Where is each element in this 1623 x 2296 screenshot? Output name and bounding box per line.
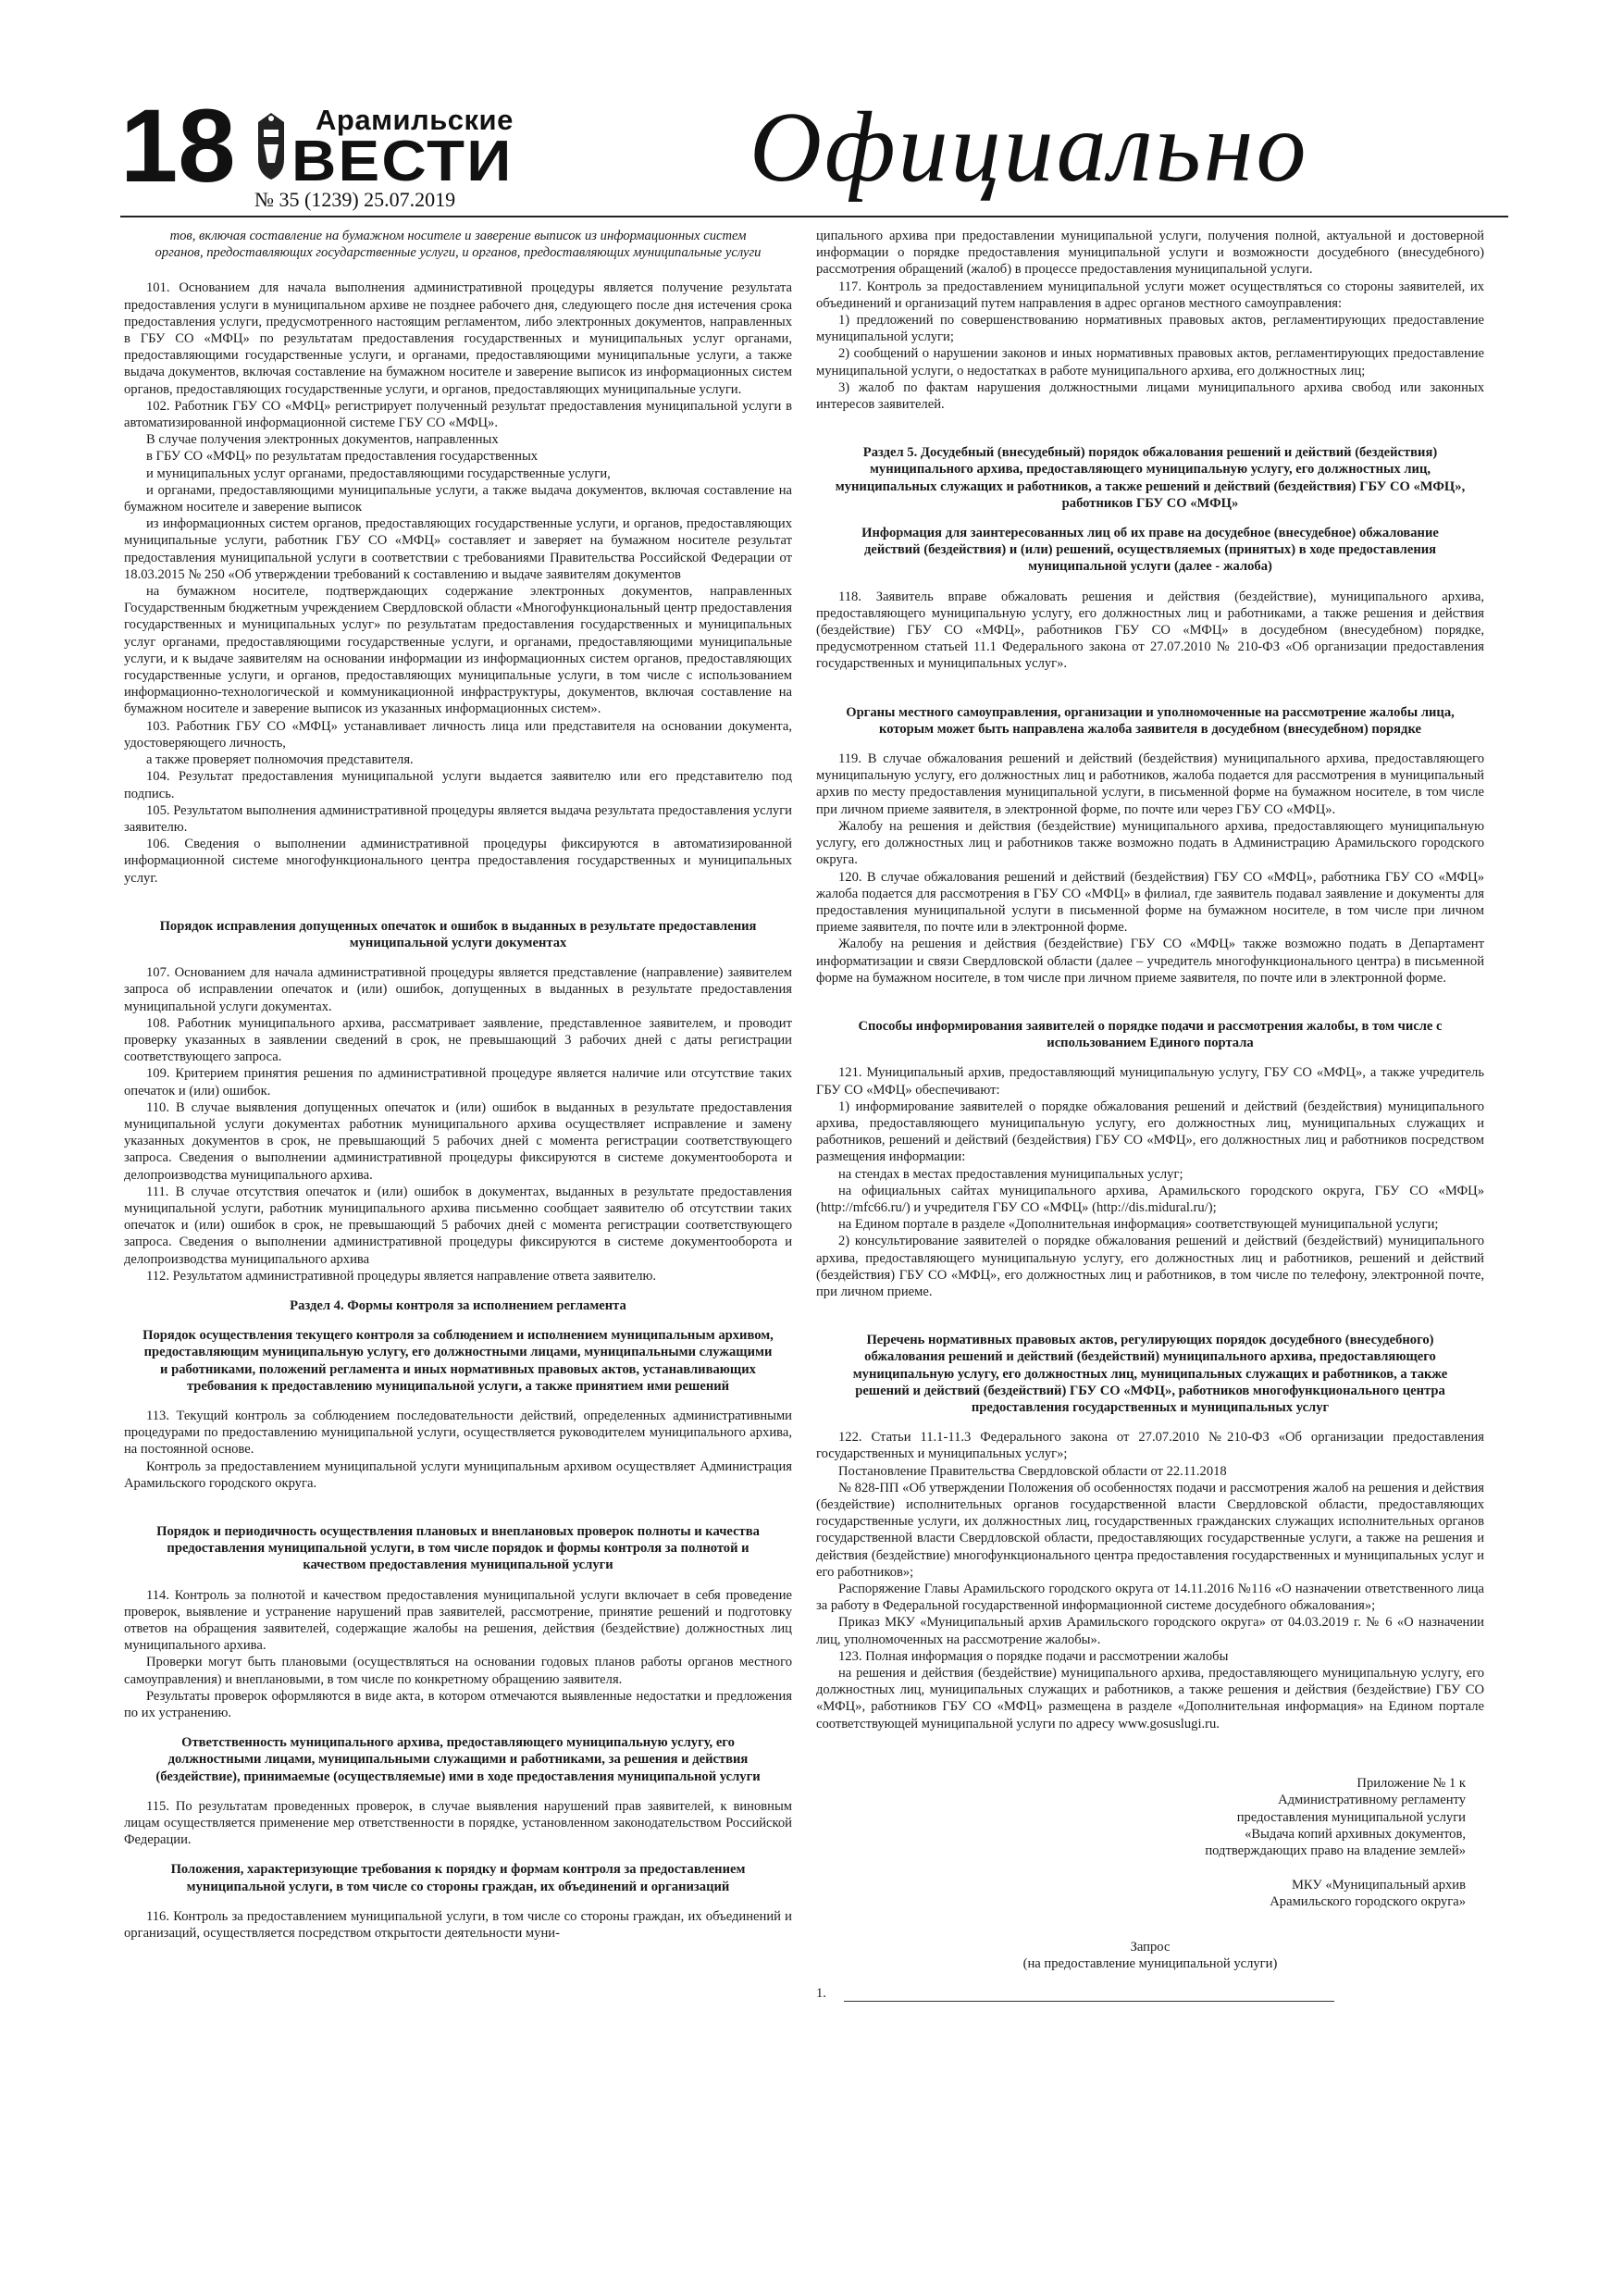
paragraph-122d: Распоряжение Главы Арамильского городского округа от 14.11.2016 №116 «О назначении ответственного лица за работу в Федеральной государственной информационной системе досудебного обжалования»; bbox=[816, 1582, 1484, 1614]
paragraph-120b: Жалобу на решения и действия (бездействие) ГБУ СО «МФЦ» также возможно подать в Департамент информатизации и связи Свердловской области (далее – учредитель многофункционального центра) в письменной форме на бумажном носителе, в том числе при личном приеме заявителя, по почте или в электронной форме. bbox=[816, 937, 1484, 986]
paragraph-103b: а также проверяет полномочия представителя. bbox=[146, 752, 414, 768]
paragraph-122c: № 828-ПП «Об утверждении Положения об особенностях подачи и рассмотрения жалоб на решения и действия (бездействие) исполнительных органов государственной власти Свердловской области, предоставляющих государственные услуги, их должностных лиц, государственных гражданских служащих исполнительных органов государственной власти Свердловской области, предоставляющих государственные услуги, а также на решения и действия (бездействие) многофункционального центра предоставления государственных и муниципальных услуг и его работников»; bbox=[816, 1480, 1484, 1580]
intro-continuation: ципального архива при предоставлении муниципальной услуги, получения полной, актуальной и достоверной информации о порядке предоставления муниципальной услуги и возможности досудебного (внесудебного) рассмотрения обращений (жалоб) в процессе предоставления муниципальной услуги. bbox=[816, 229, 1484, 278]
heading-errors: Порядок исправления допущенных опечаток и ошибок в выданных в результате предоставления муниципальной услуги документах bbox=[159, 918, 757, 950]
appendix-line: Административному регламенту bbox=[1278, 1793, 1466, 1808]
paragraph-117-1: 1) предложений по совершенствованию нормативных правовых актов, регламентирующих предоставление муниципальной услуги; bbox=[816, 313, 1484, 345]
heading-provisions: Положения, характеризующие требования к порядку и формам контроля за предоставлением муниципальной услуги, в том числе со стороны граждан, их объединений и организаций bbox=[170, 1862, 746, 1894]
heading-organs: Органы местного самоуправления, организации и уполномоченные на рассмотрение жалобы лица, которым может быть направлена жалоба заявителя в досудебном (внесудебном) порядке bbox=[846, 704, 1455, 737]
form-line-1 bbox=[816, 1985, 1484, 2002]
paragraph-108: 108. Работник муниципального архива, рассматривает заявление, представленное заявителем, и проводит проверку указанных в заявлении сведений в срок, не превышающий 3 рабочих дней с даты регистрации соответствующего запроса. bbox=[124, 1015, 792, 1065]
paragraph-114: 114. Контроль за полнотой и качеством предоставления муниципальной услуги включает в себя проведение проверок, выявление и устранение нарушений прав заявителей, рассмотрение, принятие решений и подготовку ответов на обращения заявителей, содержащие жалобы на решения, действия (бездействие) должностных лиц муниципального архива. bbox=[124, 1587, 792, 1654]
paragraph-111: 111. В случае отсутствия опечаток и (или) ошибок в документах, выданных в результате предоставления муниципальной услуги, работник муниципального архива письменно сообщает заявителю об отсутствии таких опечаток и (или) ошибок в срок, не превышающий 5 рабочих дней с момента регистрации соответствующего запроса. Сведения о выполнении административной процедуры фиксируются в системе документооборота и делопроизводства муниципального архива bbox=[124, 1184, 792, 1267]
masthead bbox=[120, 88, 1508, 231]
paragraph-102c: в ГБУ СО «МФЦ» по результатам предоставления государственных bbox=[146, 449, 539, 465]
section-title: Официально bbox=[750, 93, 1309, 203]
paragraph-103: 103. Работник ГБУ СО «МФЦ» устанавливает личность лица или представителя на основании документа, удостоверяющего личность, bbox=[124, 718, 792, 751]
paragraph-106: 106. Сведения о выполнении административной процедуры фиксируются в автоматизированной информационной системе многофункционального центра предоставления государственных и муниципальных услуг. bbox=[124, 837, 792, 886]
paragraph-121-1b: на официальных сайтах муниципального архива, Арамильского городского округа, ГБУ СО «МФЦ» (http://mfc66.ru/) и учредителя ГБУ СО «МФЦ» (http://dis.midural.ru/); bbox=[816, 1183, 1484, 1215]
paragraph-109: 109. Критерием принятия решения по административной процедуре является наличие или отсутствие таких опечаток и (или) ошибок. bbox=[124, 1066, 792, 1098]
paragraph-118: 118. Заявитель вправе обжаловать решения и действия (бездействие), муниципального архива, предоставляющего муниципальную услугу, его должностных лиц и работниками, а также решения и действия (бездействие) ГБУ СО «МФЦ», работников ГБУ СО «МФЦ» в досудебном (внесудебном) порядке, предусмотренном статьей 11.1 Федерального закона от 27.07.2010 № 210-ФЗ «Об организации предоставления государственных и муниципальных услуг». bbox=[816, 589, 1484, 672]
paragraph-117-2: 2) сообщений о нарушении законов и иных нормативных правовых актов, регламентирующих предоставление муниципальной услуги, о недостатках в работе муниципального архива, его должностных лиц; bbox=[816, 346, 1484, 379]
paragraph-121: 121. Муниципальный архив, предоставляющий муниципальную услугу, ГБУ СО «МФЦ», а также учредитель ГБУ СО «МФЦ» обеспечивают: bbox=[816, 1065, 1484, 1098]
paragraph-117-3: 3) жалоб по фактам нарушения должностными лицами муниципального архива свобод или законных интересов заявителей. bbox=[816, 379, 1484, 413]
paragraph-114c: Результаты проверок оформляются в виде акта, в котором отмечаются выявленные недостатки и предложения по их устранению. bbox=[124, 1688, 792, 1721]
heading-regulations-list: Перечень нормативных правовых актов, регулирующих порядок досудебного (внесудебного) обжалования решений и действий (бездействий) муниципального архива, предоставляющего муниципальную услугу, его должностных лиц, муниципальных служащих и работников, а также решений и действий (бездействий) ГБУ СО «МФЦ», работников многофункционального центра предоставления государственных и муниципальных услуг bbox=[852, 1333, 1448, 1415]
appendix-line: предоставления муниципальной услуги bbox=[1236, 1809, 1466, 1825]
appendix-block bbox=[816, 1775, 1484, 1860]
appendix-line: подтверждающих право на владение землей» bbox=[1205, 1843, 1466, 1859]
paragraph-102g: на бумажном носителе, подтверждающих содержание электронных документов, направленных Государственным бюджетным учреждением Свердловской области «Многофункциональный центр предоставления государственных и муниципальных услуг» по результатам предоставления государственных и муниципальных услуг органами, предоставляющими государственные услуги, и органами, предоставляющими муниципальные услуги, и к выдаче заявителям на основании информации из информационных систем органов, предоставляющих государственные услуги, и органов, предоставляющих муниципальные услуги, в том числе с использованием информационно-технологической и коммуникационной инфраструктуры, документов, включая составление на бумажном носителе и заверение выписок из указанных информационных систем». bbox=[124, 584, 792, 717]
paragraph-102e: и органами, предоставляющими муниципальные услуги, а также выдача документов, включая составление на бумажном носителе и заверение выписок bbox=[124, 482, 792, 515]
paragraph-112: 112. Результатом административной процедуры является направление ответа заявителю. bbox=[146, 1268, 657, 1284]
form-blank-line bbox=[844, 1988, 1334, 2002]
paragraph-102: 102. Работник ГБУ СО «МФЦ» регистрирует полученный результат предоставления муниципальной услуги в автоматизированной информационной системе ГБУ СО «МФЦ». bbox=[124, 398, 792, 431]
heading-methods: Способы информирования заявителей о порядке подачи и рассмотрения жалобы, в том числе с использованием Единого портала bbox=[858, 1018, 1443, 1051]
coat-of-arms-icon bbox=[254, 109, 288, 181]
paragraph-110: 110. В случае выявления допущенных опечаток и (или) ошибок в выданных в результате предоставления муниципальной услуги документах работник муниципального архива осуществляет исправление и замену указанных документов в срок, не превышающий 5 рабочих дней с момента регистрации соответствующего запроса. Сведения о выполнении административной процедуры фиксируются в системе документооборота и делопроизводства муниципального архива. bbox=[124, 1099, 792, 1183]
paragraph-122e: Приказ МКУ «Муниципальный архив Арамильского городского округа» от 04.03.2019 г. № 6 «О назначении лиц, уполномоченных на рассмотрение жалобы». bbox=[816, 1615, 1484, 1647]
heading-periodic-checks: Порядок и периодичность осуществления плановых и внеплановых проверок полноты и качества предоставления муниципальной услуги, в том числе порядок и формы контроля за полнотой и качеством предоставления муниципальной услуги bbox=[156, 1524, 760, 1573]
paragraph-123b: на решения и действия (бездействие) муниципального архива, предоставляющего муниципальную услугу, его должностных лиц, муниципальных служащих и работников, а также решения и действия (бездействие) ГБУ СО «МФЦ», работников ГБУ СО «МФЦ» размещена в разделе «Дополнительная информация» на Едином портале соответствующей муниципальной услуги по адресу www.gosuslugi.ru. bbox=[816, 1666, 1484, 1731]
paragraph-102d: и муниципальных услуг органами, предоставляющими государственные услуги, bbox=[146, 465, 611, 481]
heading-responsibility: Ответственность муниципального архива, предоставляющего муниципальную услугу, его должностными лицами, муниципальными служащими и работниками, за решения и действия (бездействие), принимаемые (осуществляемые) ими в ходе предоставления муниципальной услуги bbox=[155, 1735, 761, 1784]
paragraph-121-1a: на стендах в местах предоставления муниципальных услуг; bbox=[838, 1166, 1183, 1182]
heading-current-control: Порядок осуществления текущего контроля за соблюдением и исполнением муниципальным архивом, предоставляющим муниципальную услугу, его должностными лицами, муниципальными служащими и работниками, положений регламента и иных нормативных правовых актов, устанавливающих требования к предоставлению муниципальной услуги, а также принятием ими решений bbox=[142, 1328, 774, 1394]
paragraph-107: 107. Основанием для начала административной процедуры является представление (направление) заявителем запроса об исправлении опечаток и (или) ошибок, допущенных в выданных в результате предоставления муниципальной услуги документах. bbox=[124, 965, 792, 1014]
left-column bbox=[124, 228, 792, 1942]
brand-small: Арамильские bbox=[316, 104, 514, 136]
paragraph-119: 119. В случае обжалования решений и действий (бездействия) муниципального архива, предоставляющего муниципальную услугу, его должностных лиц и работников, жалоба подается для рассмотрения в муниципальный архив по месту предоставления муниципальной услуги, в письменной форме на бумажном носителе, в том числе при личном приеме заявителя, в электронной форме, по почте или через ГБУ СО «МФЦ». bbox=[816, 751, 1484, 817]
appendix-line: «Выдача копий архивных документов, bbox=[1245, 1827, 1466, 1843]
archive-addressee bbox=[816, 1877, 1484, 1911]
paragraph-122b: Постановление Правительства Свердловской области от 22.11.2018 bbox=[838, 1463, 1227, 1479]
right-column bbox=[816, 228, 1484, 2002]
paragraph-116: 116. Контроль за предоставлением муниципальной услуги, в том числе со стороны граждан, их объединений и организаций, осуществляется посредством открытости деятельности муни- bbox=[124, 1908, 792, 1942]
paragraph-121-1c: на Едином портале в разделе «Дополнительная информация» соответствующей муниципальной услуги; bbox=[838, 1217, 1439, 1233]
paragraph-115: 115. По результатам проведенных проверок, в случае выявления нарушений прав заявителей, к виновным лицам осуществляется применение мер ответственности в порядке, установленном законодательством Российской Федерации. bbox=[124, 1798, 792, 1848]
intro-text: тов, включая составление на бумажном носителе и заверение выписок из информационных систем органов, предоставляющих государственные услуги, и органов, предоставляющих муниципальные услуги bbox=[155, 229, 762, 261]
paragraph-121-2: 2) консультирование заявителей о порядке обжалования решений и действий (бездействий) муниципального архива, предоставляющего муниципальную услугу, его должностных лиц и работников, решений и действий (бездействия) ГБУ СО «МФЦ», его должностных лиц и работников, в том числе по телефону, электронной почте, при личном приеме. bbox=[816, 1234, 1484, 1299]
paragraph-105: 105. Результатом выполнения административной процедуры является выдача результата предоставления услуги заявителю. bbox=[124, 802, 792, 835]
heading-section-4: Раздел 4. Формы контроля за исполнением регламента bbox=[290, 1297, 626, 1313]
form-line-number: 1. bbox=[816, 1986, 826, 2002]
paragraph-102b: В случае получения электронных документов, направленных bbox=[146, 432, 499, 448]
appendix-line: Приложение № 1 к bbox=[1357, 1775, 1466, 1791]
archive-line: Арамильского городского округа» bbox=[1270, 1894, 1466, 1910]
header-rule bbox=[120, 216, 1508, 217]
heading-section-5: Раздел 5. Досудебный (внесудебный) порядок обжалования решений и действий (бездействия) муниципального архива, предоставляющего муниципальную услугу, его должностных лиц, муниципальных служащих и работников, а также решений и действий (бездействия) ГБУ СО «МФЦ», работников ГБУ СО «МФЦ» bbox=[835, 445, 1466, 511]
brand-big: ВЕСТИ bbox=[291, 130, 514, 193]
heading-info: Информация для заинтересованных лиц об их праве на досудебное (внесудебное) обжалование действий (бездействия) и (или) решений, осуществляемых (принятых) в ходе предоставления муниципальной услуги (далее - жалоба) bbox=[861, 526, 1439, 575]
paragraph-113b: Контроль за предоставлением муниципальной услуги муниципальным архивом осуществляет Администрация Арамильского городского округа. bbox=[124, 1458, 792, 1491]
issue-number: № 35 (1239) 25.07.2019 bbox=[254, 188, 456, 211]
paragraph-122: 122. Статьи 11.1-11.3 Федерального закона от 27.07.2010 №210-ФЗ «Об организации предоставления государственных и муниципальных услуг»; bbox=[816, 1430, 1484, 1462]
paragraph-114b: Проверки могут быть плановыми (осуществляться на основании годовых планов работы органов местного самоуправления) и внеплановыми, в том числе по конкретному обращению заявителя. bbox=[124, 1655, 792, 1687]
request-subtitle: (на предоставление муниципальной услуги) bbox=[1022, 1955, 1278, 1971]
paragraph-101: 101. Основанием для начала выполнения административной процедуры является получение результата предоставления услуги в муниципальном архиве не позднее рабочего дня, следующего после дня истечения срока предоставления услуги, предусмотренного настоящим регламентом, либо электронных документов, направленных в ГБУ СО «МФЦ» по результатам предоставления государственных и муниципальных услуг органами, предоставляющими государственные услуги, и органами, предоставляющими муниципальные услуги, а также выдача документов, включая составление на бумажном носителе и заверение выписок из информационных систем органов, предоставляющих государственные услуги, и органов, предоставляющих муниципальные услуги. bbox=[124, 280, 792, 397]
paragraph-117: 117. Контроль за предоставлением муниципальной услуги может осуществляться со стороны заявителей, их объединений и организаций путем направления в адрес органов местного самоуправления: bbox=[816, 279, 1484, 311]
page-number: 18 bbox=[120, 88, 236, 204]
paragraph-104: 104. Результат предоставления муниципальной услуги выдается заявителю или его представителю под подпись. bbox=[124, 769, 792, 801]
paragraph-113: 113. Текущий контроль за соблюдением последовательности действий, определенных административными процедурами по предоставлению муниципальной услуги, осуществляется руководителем муниципального архива, на постоянной основе. bbox=[124, 1409, 792, 1458]
paragraph-120: 120. В случае обжалования решений и действий (бездействия) ГБУ СО «МФЦ», работника ГБУ СО «МФЦ» жалоба подается для рассмотрения в ГБУ СО «МФЦ» в филиал, где заявитель подавал заявление и документы для предоставления муниципальной услуги в письменной форме на бумажном носителе, в том числе при личном приеме заявителя, по почте или в электронной форме. bbox=[816, 869, 1484, 936]
paragraph-121-1: 1) информирование заявителей о порядке обжалования решений и действий (бездействия) муниципального архива, предоставляющего муниципальную услугу, его должностных лиц, муниципальных служащих и работников, решений и действий (бездействия) ГБУ СО «МФЦ», его должностных лиц и работников посредством размещения информации: bbox=[816, 1098, 1484, 1165]
paragraph-102f: из информационных систем органов, предоставляющих государственные услуги, и органов, предоставляющих муниципальные услуги, работник ГБУ СО «МФЦ» составляет и заверяет на бумажном носителе результат предоставления муниципальной услуги в соответствии с требованиями Правительства Российской Федерации от 18.03.2015 № 250 «Об утверждении требований к составлению и выдаче заявителям документов bbox=[124, 516, 792, 582]
paragraph-123: 123. Полная информация о порядке подачи и рассмотрении жалобы bbox=[838, 1648, 1229, 1664]
archive-line: МКУ «Муниципальный архив bbox=[1291, 1877, 1466, 1893]
paragraph-119b: Жалобу на решения и действия (бездействие) муниципального архива, предоставляющего муниципальную услугу, его должностных лиц и работников также возможно подать в Администрацию Арамильского городского округа. bbox=[816, 818, 1484, 868]
request-title: Запрос bbox=[1130, 1939, 1171, 1955]
